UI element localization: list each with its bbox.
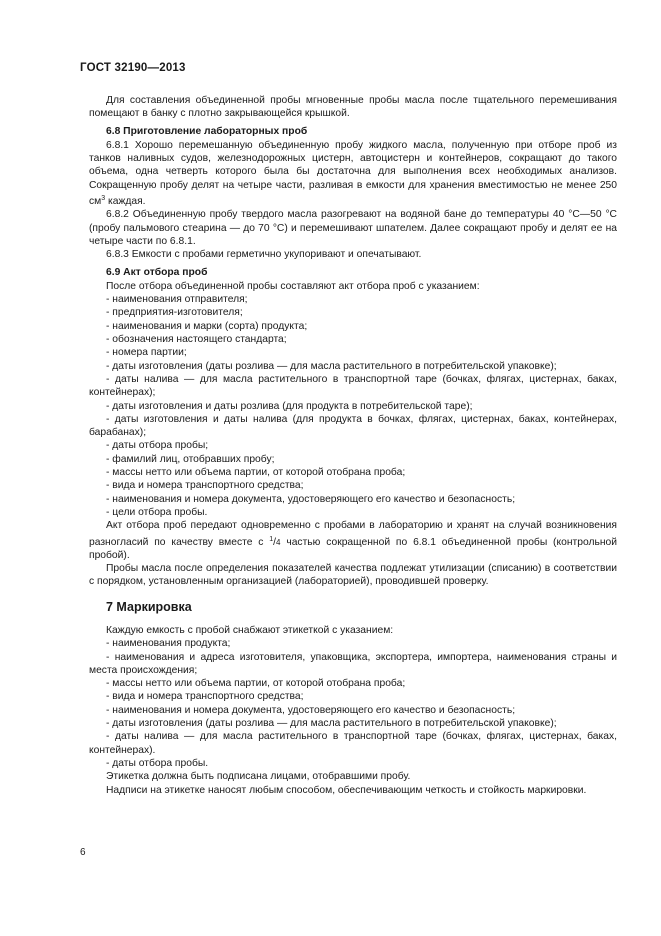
section-heading-6-8: 6.8 Приготовление лабораторных проб	[106, 125, 308, 137]
document-header: ГОСТ 32190—2013	[80, 62, 186, 74]
paragraph-act-text: Акт отбора проб передают одновременно с пробами в лабораторию и хранят на случай возникновения разногласий по качеству вместе с	[89, 520, 617, 548]
paragraph-6-8-2: 6.8.2 Объединенную пробу твердого масла разогревают на водяной бане до температуры 40 °С—50 °С (пробу пальмового стеарина — до 70 °С) и перемешивают шпателем. Далее сокращают пробу и делят ее на четыре части по 6.8.1.	[89, 209, 617, 247]
list-item: - даты изготовления и даты налива (для продукта в бочках, флягах, цистернах, баках, контейнерах, барабанах);	[89, 413, 617, 439]
list-item: - наименования отправителя;	[106, 294, 248, 306]
page-number: 6	[80, 847, 86, 858]
list-item: - обозначения настоящего стандарта;	[106, 334, 287, 346]
list-item: - номера партии;	[106, 347, 187, 359]
paragraph-6-8-3: 6.8.3 Емкости с пробами герметично укупоривают и опечатывают.	[106, 249, 422, 261]
section-heading-7: 7 Маркировка	[106, 599, 192, 614]
paragraph-6-8-1-tail: каждая.	[105, 196, 146, 208]
list-item: - даты налива — для масла растительного в транспортной таре (бочках, флягах, цистернах, баках, контейнерах).	[89, 731, 617, 756]
paragraph-signature: Этикетка должна быть подписана лицами, отобравшими пробу.	[106, 771, 411, 783]
list-item: - фамилий лиц, отобравших пробу;	[106, 453, 275, 465]
list-item: - массы нетто или объема партии, от которой отобрана проба;	[106, 678, 406, 690]
list-item: - даты налива — для масла растительного в транспортной таре (бочках, флягах, цистернах, баках, контейнерах);	[89, 373, 617, 399]
list-item: - даты отбора пробы.	[106, 757, 209, 769]
list-item: - наименования продукта;	[106, 638, 231, 650]
list-item: - наименования и номера документа, удостоверяющего его качество и безопасность;	[106, 493, 516, 505]
paragraph-disposal: Пробы масла после определения показателей качества подлежат утилизации (списанию) в соответствии с порядком, установленным организацией (лабораторией), проводившей проверку.	[89, 563, 617, 588]
list-item: - наименования и марки (сорта) продукта;	[106, 320, 308, 332]
paragraph-6-9-intro: После отбора объединенной пробы составляют акт отбора проб с указанием:	[106, 280, 480, 292]
list-item: - цели отбора пробы.	[106, 506, 208, 518]
fraction-denominator: 4	[276, 537, 281, 547]
paragraph-act-transfer	[89, 519, 617, 562]
paragraph-6-8-1	[89, 139, 617, 208]
list-6-9	[89, 293, 617, 519]
fraction-numerator: 1	[269, 535, 274, 543]
list-item: - даты отбора пробы;	[106, 440, 209, 452]
list-item: - вида и номера транспортного средства;	[106, 480, 304, 492]
page-content	[89, 94, 617, 797]
list-item: - массы нетто или объема партии, от которой отобрана проба;	[106, 467, 406, 479]
paragraph-7-intro: Каждую емкость с пробой снабжают этикеткой с указанием:	[106, 624, 394, 636]
list-item: - даты изготовления (даты розлива — для масла растительного в потребительской упаковке);	[106, 718, 557, 730]
paragraph-intro: Для составления объединенной пробы мгновенные пробы масла после тщательного перемешивания помещают в банку с плотно закрывающейся крышкой.	[89, 95, 617, 120]
list-item: - наименования и номера документа, удостоверяющего его качество и безопасность;	[106, 704, 516, 716]
list-7	[89, 637, 617, 770]
list-item: - вида и номера транспортного средства;	[106, 691, 304, 703]
paragraph-act-tail: частью сокращенной по 6.8.1 объединенной пробы (контрольной пробой).	[89, 536, 617, 561]
paragraph-label-inscriptions: Надписи на этикетке наносят любым способом, обеспечивающим четкость и стойкость маркировки.	[106, 784, 587, 796]
superscript-cubic: 3	[101, 195, 106, 203]
fraction-slash: /	[273, 536, 277, 548]
section-heading-6-9: 6.9 Акт отбора проб	[106, 266, 208, 278]
list-item: - предприятия-изготовителя;	[106, 307, 243, 319]
list-item: - даты изготовления (даты розлива — для масла растительного в потребительской упаковке);	[106, 360, 557, 372]
list-item: - наименования и адреса изготовителя, упаковщика, экспортера, импортера, наименования страны и места происхождения;	[89, 651, 617, 676]
paragraph-6-8-1-text: 6.8.1 Хорошо перемешанную объединенную пробу жидкого масла, полученную при отборе проб из танков наливных судов, железнодорожных цистерн, автоцистерн и контейнеров, сокращают до такого объема, одна четверть которого была бы достаточна для выполнения всех необходимых анализов. Сокращенную пробу делят на четыре части, разливая в емкости для хранения вместимостью не менее 250 см	[89, 139, 617, 208]
list-item: - даты изготовления и даты розлива (для продукта в потребительской таре);	[106, 400, 473, 412]
